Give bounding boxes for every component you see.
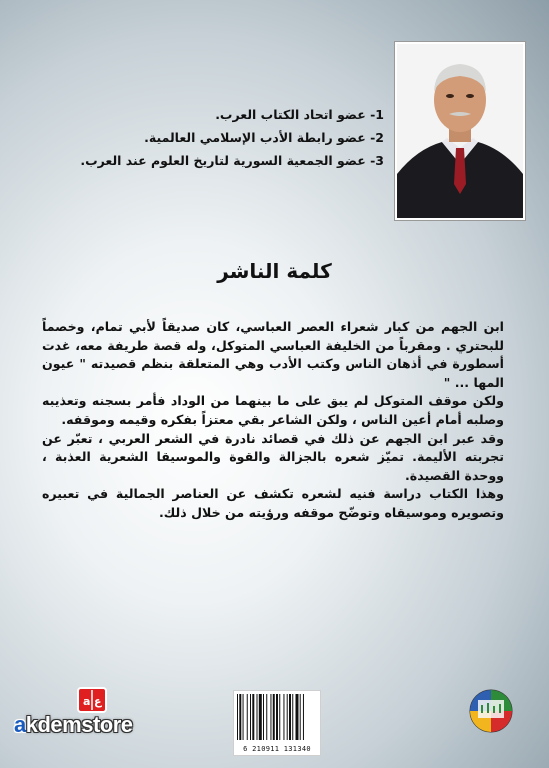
- barcode-bar: [287, 694, 288, 740]
- publisher-note-title: كلمة الناشر: [217, 259, 332, 283]
- barcode-bar: [263, 694, 264, 740]
- barcode-bar: [250, 694, 251, 740]
- barcode-bar: [300, 694, 301, 740]
- publisher-note-body: [42, 318, 504, 523]
- membership-item: 2- عضو رابطة الأدب الإسلامي العالمية.: [144, 130, 384, 145]
- barcode-bar: [237, 694, 238, 740]
- akdemstore-logo: [14, 684, 174, 744]
- barcode-bar: [266, 694, 267, 740]
- publisher-emblem-icon: [464, 684, 518, 734]
- paragraph: وهذا الكتاب دراسة فنيه لشعره تكشف عن العناصر الجمالية في تعبيره وتصويره وموسيقاه وتوضّح موقفه ورؤيته من خلال ذلك.: [42, 486, 504, 520]
- barcode-bar: [257, 694, 258, 740]
- barcode-bar: [303, 694, 304, 740]
- author-photo: [395, 42, 525, 220]
- store-name-rest: kdemstore: [25, 712, 133, 737]
- store-name-accent: a: [14, 712, 26, 737]
- author-memberships: [64, 103, 384, 172]
- barcode-bar: [276, 694, 278, 740]
- barcode-bar: [243, 694, 244, 740]
- svg-text:a: a: [83, 695, 91, 708]
- publisher-logo: [464, 684, 518, 734]
- barcode-bar: [247, 694, 248, 740]
- barcode-bar: [283, 694, 284, 740]
- barcode-bar: [273, 694, 275, 740]
- author-portrait-image: [397, 44, 523, 218]
- barcode-bar: [270, 694, 271, 740]
- svg-text:ع: ع: [94, 695, 102, 708]
- barcode-bar: [292, 694, 293, 740]
- barcode-number: 6 210911 131340: [243, 745, 311, 753]
- membership-item: 3- عضو الجمعية السورية لتاريخ العلوم عند العرب.: [80, 153, 384, 168]
- paragraph: ولكن موقف المتوكل لم يبق على ما بينهما من الوداد فأمر بسجنه وتعذيبه وصلبه أمام أعين الناس ، ولكن الشاعر بقي معتزاً بفكره وقيمه وموقفه.: [42, 393, 504, 427]
- barcode-bars: [234, 694, 320, 744]
- barcode-bar: [252, 694, 254, 740]
- paragraph: وقد عبر ابن الجهم عن ذلك في قصائد نادرة في الشعر العربي ، تعبّر عن تجربته الأليمة. تميّز شعره بالجزالة والقوة والموسيقا الشعرية العذبة ، ووحدة القصيدة.: [42, 430, 504, 483]
- barcode-bar: [239, 694, 241, 740]
- barcode-bar: [259, 694, 262, 740]
- membership-item: 1- عضو اتحاد الكتاب العرب.: [215, 107, 384, 122]
- isbn-barcode: [233, 690, 321, 756]
- barcode-bar: [296, 694, 299, 740]
- barcode-bar: [279, 694, 280, 740]
- store-name: [14, 712, 133, 738]
- paragraph: ابن الجهم من كبار شعراء العصر العباسي، كان صديقاً لأبي تمام، وخصماً للبحتري . ومقرباً من الخليفة العباسي المتوكل، وله قصة طريفة معه، غدت أسطورة في أذهان الناس وكتب الأدب وهي المتعلقة بنظم قصيدته " عيون المها ... ": [42, 319, 504, 390]
- barcode-bar: [289, 694, 291, 740]
